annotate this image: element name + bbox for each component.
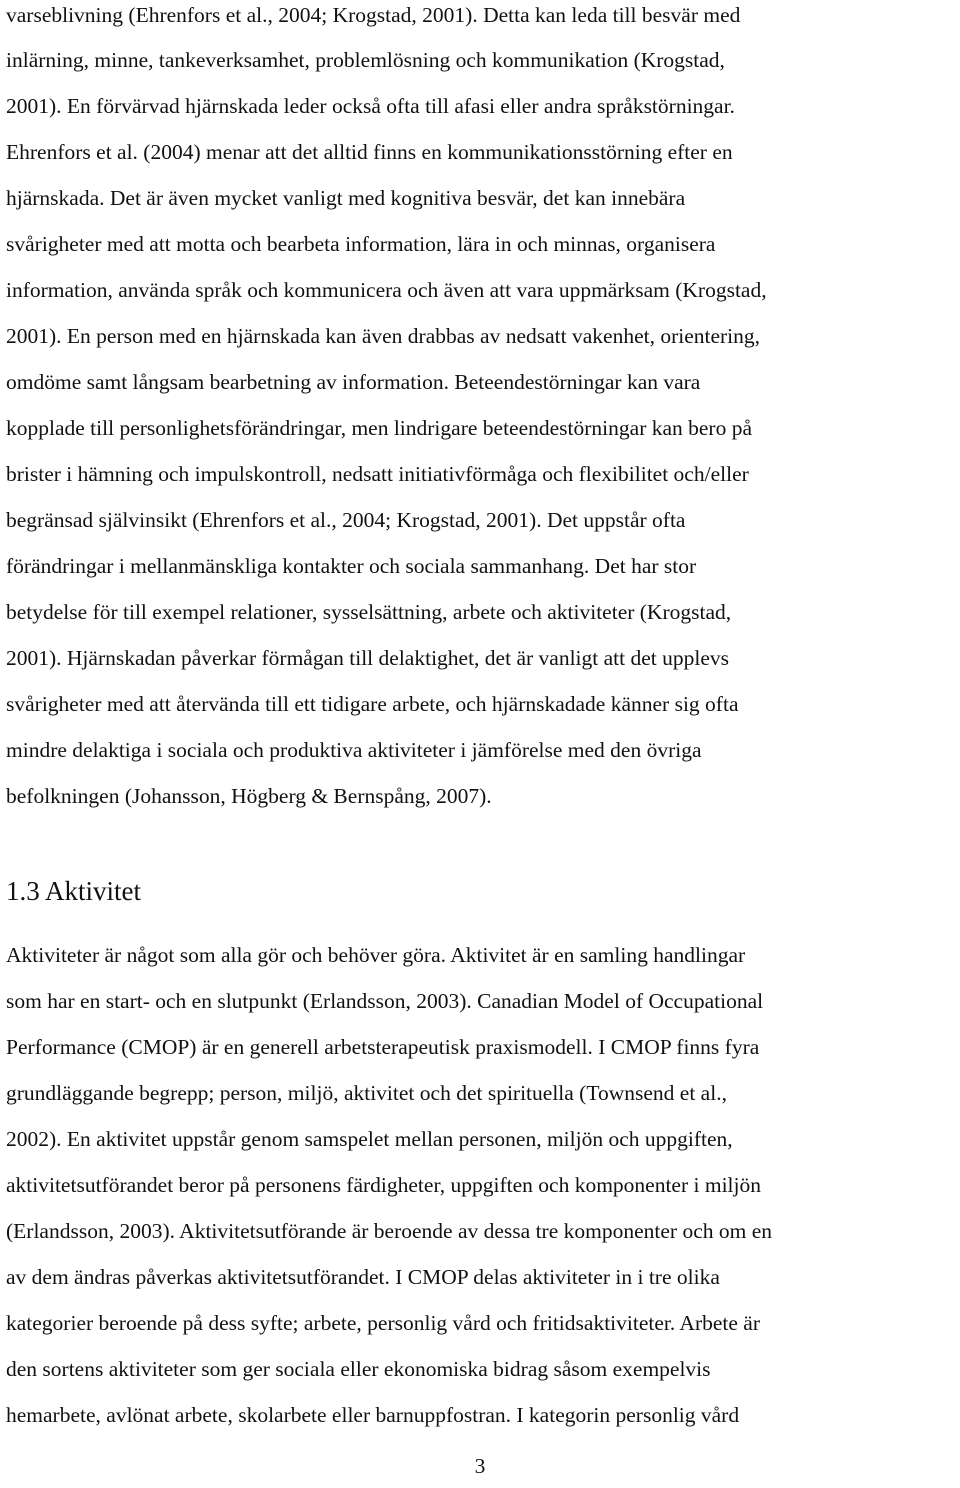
section-line: som har en start- och en slutpunkt (Erlandsson, 2003). Canadian Model of Occupational [6,989,764,1013]
section-line: aktivitetsutförandet beror på personens färdigheter, uppgiften och komponenter i miljön [6,1173,761,1197]
paragraph-1-line: förändringar i mellanmänskliga kontakter och sociala sammanhang. Det har stor [6,554,697,578]
paragraph-1-line: svårigheter med att återvända till ett tidigare arbete, och hjärnskadade känner sig ofta [6,692,739,716]
paragraph-1-line: kopplade till personlighetsförändringar, men lindrigare beteendestörningar kan bero på [6,416,753,440]
section-line: Aktiviteter är något som alla gör och behöver göra. Aktivitet är en samling handlingar [6,943,746,967]
paragraph-1-line: begränsad självinsikt (Ehrenfors et al., 2004; Krogstad, 2001). Det uppstår ofta [6,508,686,532]
paragraph-1-line: betydelse för till exempel relationer, sysselsättning, arbete och aktiviteter (Krogstad, [6,600,732,624]
section-line: Performance (CMOP) är en generell arbetsterapeutisk praxismodell. I CMOP finns fyra [6,1035,760,1059]
paragraph-1-line: information, använda språk och kommunicera och även att vara uppmärksam (Krogstad, [6,278,767,302]
section-line: 2002). En aktivitet uppstår genom samspelet mellan personen, miljön och uppgiften, [6,1127,733,1151]
section-line: kategorier beroende på dess syfte; arbete, personlig vård och fritidsaktiviteter. Arbete är [6,1311,761,1335]
paragraph-1-line: inlärning, minne, tankeverksamhet, problemlösning och kommunikation (Krogstad, [6,48,725,72]
section-line: grundläggande begrepp; person, miljö, aktivitet och det spirituella (Townsend et al., [6,1081,727,1105]
section-line: av dem ändras påverkas aktivitetsutförandet. I CMOP delas aktiviteter in i tre olika [6,1265,720,1289]
paragraph-1-line: svårigheter med att motta och bearbeta information, lära in och minnas, organisera [6,232,716,256]
paragraph-1-line: hjärnskada. Det är även mycket vanligt med kognitiva besvär, det kan innebära [6,186,686,210]
paragraph-1-line: 2001). Hjärnskadan påverkar förmågan till delaktighet, det är vanligt att det upplevs [6,646,730,670]
paragraph-1-line: Ehrenfors et al. (2004) menar att det alltid finns en kommunikationsstörning efter en [6,140,733,164]
section-heading: 1.3 Aktivitet [6,876,141,906]
paragraph-1-line: 2001). En förvärvad hjärnskada leder också ofta till afasi eller andra språkstörningar. [6,94,735,118]
paragraph-1-line: brister i hämning och impulskontroll, nedsatt initiativförmåga och flexibilitet och/eller [6,462,749,486]
paragraph-1-line: mindre delaktiga i sociala och produktiva aktiviteter i jämförelse med den övriga [6,738,702,762]
page-number: 3 [474,1454,486,1478]
section-line: hemarbete, avlönat arbete, skolarbete eller barnuppfostran. I kategorin personlig vård [6,1403,740,1427]
paragraph-1-line: varseblivning (Ehrenfors et al., 2004; Krogstad, 2001). Detta kan leda till besvär med [6,3,741,27]
paragraph-1-line: omdöme samt långsam bearbetning av information. Beteendestörningar kan vara [6,370,701,394]
section-line: den sortens aktiviteter som ger sociala eller ekonomiska bidrag såsom exempelvis [6,1357,711,1381]
paragraph-1-line: 2001). En person med en hjärnskada kan även drabbas av nedsatt vakenhet, orientering, [6,324,761,348]
paragraph-1-line: befolkningen (Johansson, Högberg & Bernspång, 2007). [6,784,492,808]
section-line: (Erlandsson, 2003). Aktivitetsutförande är beroende av dessa tre komponenter och om en [6,1219,773,1243]
